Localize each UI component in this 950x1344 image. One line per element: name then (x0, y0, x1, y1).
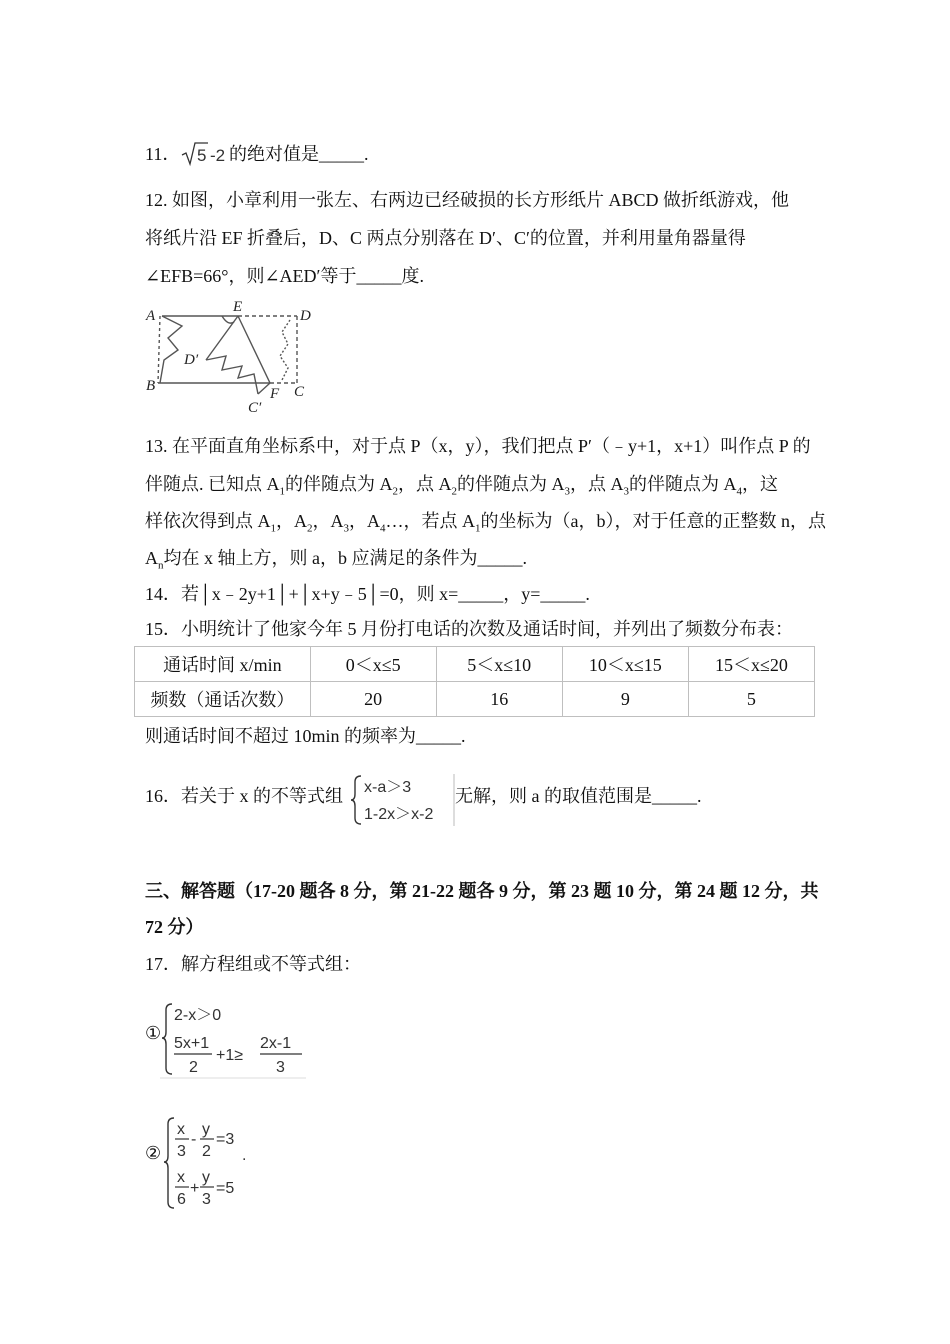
q11-radicand: 5 (197, 146, 207, 165)
q13-line1: 13. 在平面直角坐标系中，对于点 P（x，y），我们把点 P′（﹣y+1，x+1）叫作点 P 的 (145, 436, 811, 456)
q11-text: 的绝对值是_____. (229, 144, 369, 164)
label-Cprime: C′ (248, 400, 262, 416)
p1-den1: 2 (189, 1059, 198, 1076)
q11-number: 11． (145, 144, 181, 164)
q13-line3 (145, 507, 826, 535)
q11-minus2: -2 (210, 146, 226, 165)
q13-text: 的坐标为（a，b），对于任意的正整数 n，点 (480, 511, 826, 531)
label-F: F (270, 386, 280, 402)
p2-eq2-d2: 3 (202, 1191, 211, 1208)
label-E: E (233, 299, 243, 315)
label-Dprime: D′ (184, 352, 199, 368)
table-cell: 5 (688, 682, 814, 717)
q13-text: 的伴随点为 A (457, 474, 565, 494)
table-header-cell: 15＜x≤20 (688, 647, 814, 682)
p2-eq1-op: - (191, 1131, 197, 1148)
sub: 2 (392, 485, 398, 498)
sub: 3 (623, 485, 629, 498)
q16-before: 16．若关于 x 的不等式组 (145, 786, 343, 806)
table-cell: 16 (436, 682, 562, 717)
p2-eq1-n1: x (177, 1121, 185, 1138)
q13-text: 的伴随点为 A (285, 474, 393, 494)
sub: 2 (307, 522, 313, 535)
table-row (135, 682, 815, 717)
q16-ineq1: x-a＞3 (364, 779, 412, 796)
table-row (135, 647, 815, 682)
q13-text: 的伴随点为 A (629, 474, 737, 494)
sub: 3 (343, 522, 349, 535)
q15-outro: 则通话时间不超过 10min 的频率为_____. (145, 726, 466, 746)
q11-sqrt-formula (180, 139, 230, 167)
sub: 1 (270, 522, 276, 535)
q17-p2-label: ② (145, 1143, 162, 1163)
table-header-cell: 10＜x≤15 (562, 647, 688, 682)
q13-text: ，点 A (570, 474, 624, 494)
p1-mid: +1≥ (216, 1047, 244, 1064)
table-cell: 频数（通话次数） (135, 682, 311, 717)
p2-eq2-n1: x (177, 1169, 185, 1186)
table-header-cell: 0＜x≤5 (310, 647, 436, 682)
q17-part1-system (160, 1000, 306, 1080)
table-cell: 9 (562, 682, 688, 717)
section3-title-line1: 三、解答题（17-20 题各 8 分，第 21-22 题各 9 分，第 23 题 10 分，第 24 题 12 分，共 (145, 881, 819, 901)
left-brace (164, 1118, 174, 1208)
p2-eq2-op: + (190, 1180, 200, 1197)
frequency-table (134, 646, 815, 717)
p2-eq1-d1: 3 (177, 1143, 186, 1160)
p1-num2: 2x-1 (260, 1035, 292, 1052)
q16-inequality-system (350, 772, 456, 828)
q17-part2-system (162, 1114, 252, 1214)
sub: 4 (380, 522, 386, 535)
p2-eq1-d2: 2 (202, 1143, 211, 1160)
sub: 1 (475, 522, 481, 535)
p2-eq1-n2: y (202, 1121, 210, 1138)
q13-text: ，点 A (398, 474, 452, 494)
q12-line2: 将纸片沿 EF 折叠后，D、C 两点分别落在 D′、C′的位置，并利用量角器量得 (145, 228, 746, 248)
q11 (145, 140, 180, 166)
label-C: C (294, 384, 305, 400)
q12-fold-figure (142, 298, 317, 418)
q15-intro: 15．小明统计了他家今年 5 月份打电话的次数及通话时间，并列出了频数分布表： (145, 619, 793, 639)
left-brace (351, 776, 361, 824)
q13-text: ，这 (742, 474, 778, 494)
p2-eq1-rhs: =3 (216, 1131, 235, 1148)
p2-eq2-n2: y (202, 1169, 210, 1186)
label-D: D (300, 308, 311, 324)
q13-text: …，若点 A (385, 511, 475, 531)
q14: 14．若│x﹣2y+1│+│x+y﹣5│=0，则 x=_____，y=_____. (145, 584, 590, 604)
sub: 2 (451, 485, 457, 498)
label-A: A (146, 308, 156, 324)
q13-text: 伴随点. 已知点 A (145, 474, 280, 494)
q13-text: ，A (349, 511, 380, 531)
p1-num1: 5x+1 (174, 1035, 210, 1052)
table-header-cell: 5＜x≤10 (436, 647, 562, 682)
q12-line1: 12. 如图，小章利用一张左、右两边已经破损的长方形纸片 ABCD 做折纸游戏，他 (145, 190, 790, 210)
q17-intro: 17．解方程组或不等式组： (145, 954, 361, 974)
q13-text: 样依次得到点 A (145, 511, 271, 531)
q17-p1-label: ① (145, 1023, 162, 1043)
q13-text: ，A (312, 511, 344, 531)
q13-text: 均在 x 轴上方，则 a，b 应满足的条件为_____. (163, 548, 527, 568)
label-B: B (146, 378, 156, 394)
p1-den2: 3 (276, 1059, 285, 1076)
table-header-cell: 通话时间 x/min (135, 647, 311, 682)
q16-after: 无解，则 a 的取值范围是_____. (455, 786, 702, 806)
q16-ineq2: 1-2x＞x-2 (364, 806, 434, 823)
q13-line4 (145, 544, 527, 572)
p2-end: . (242, 1147, 247, 1164)
q13-text: A (145, 548, 158, 568)
section3-title-line2: 72 分） (145, 917, 204, 937)
q13-text: ，A (276, 511, 307, 531)
p2-eq2-rhs: =5 (216, 1180, 235, 1197)
sub: 1 (279, 485, 285, 498)
sub: n (158, 559, 164, 572)
p1-eq1: 2-x＞0 (174, 1007, 222, 1024)
left-brace (162, 1004, 172, 1074)
p2-eq2-d1: 6 (177, 1191, 186, 1208)
q12-line3: ∠EFB=66°，则∠AED′等于_____度. (145, 266, 424, 286)
sub: 3 (564, 485, 570, 498)
sub: 4 (736, 485, 742, 498)
q13-line2 (145, 470, 778, 498)
table-cell: 20 (310, 682, 436, 717)
